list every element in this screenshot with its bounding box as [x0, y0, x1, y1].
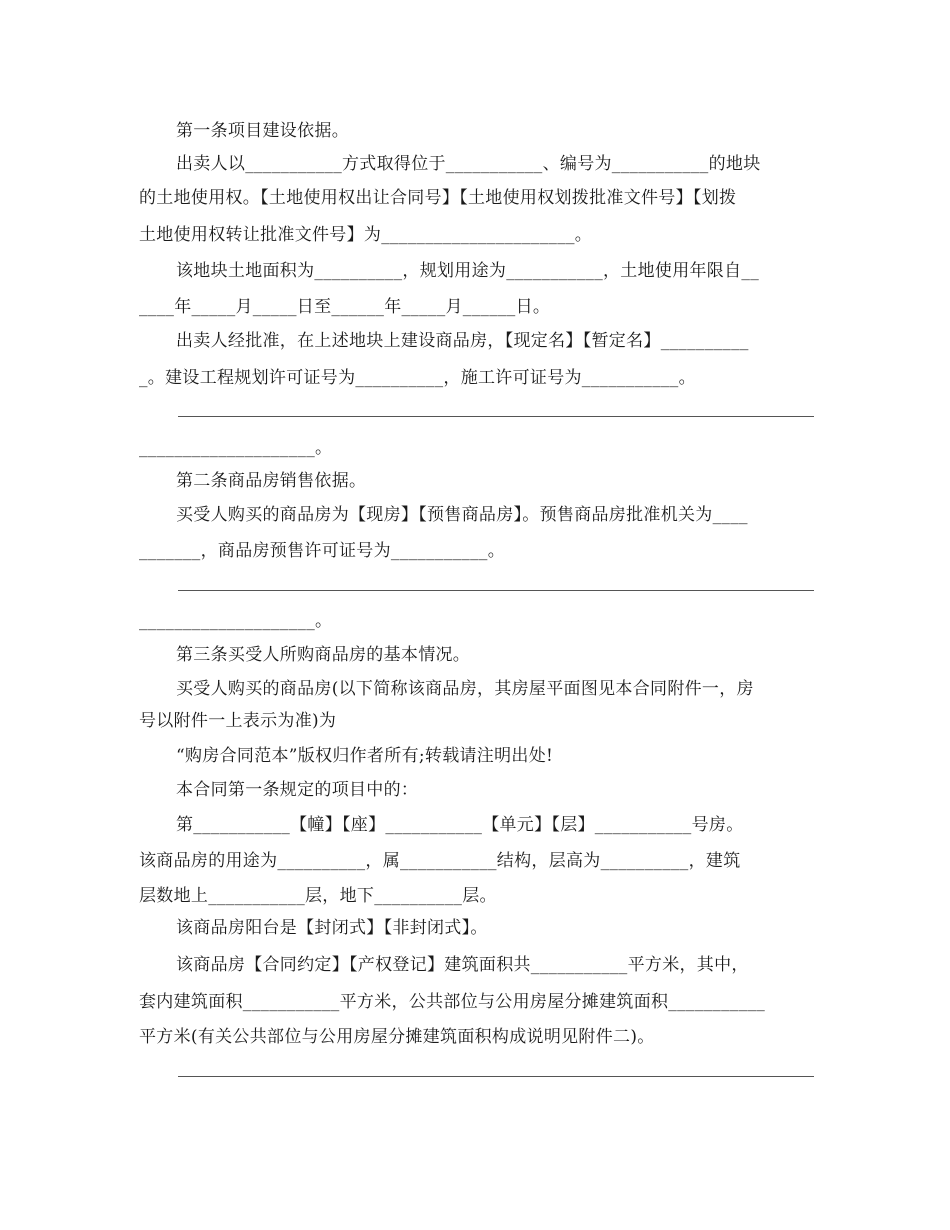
- article-3-heading: 第三条买受人所购商品房的基本情况。: [176, 645, 471, 665]
- paragraph-line: 号以附件一上表示为准)为: [139, 711, 337, 731]
- paragraph-line: 出卖人经批准，在上述地块上建设商品房，【现定名】【暂定名】__________: [176, 331, 749, 351]
- paragraph-line: ____________________。: [139, 611, 333, 631]
- paragraph-line: 出卖人以___________方式取得位于___________、编号为___________的地块: [176, 154, 761, 174]
- paragraph-line: 买受人购买的商品房(以下简称该商品房，其房屋平面图见本合同附件一，房: [176, 679, 754, 699]
- paragraph-line: 土地使用权转让批准文件号】为______________________。: [139, 225, 593, 245]
- article-1-heading: 第一条项目建设依据。: [176, 121, 349, 141]
- paragraph-line: ____年_____月_____日至______年_____月______日。: [139, 297, 551, 317]
- paragraph-line: 该商品房【合同约定】【产权登记】建筑面积共___________平方米，其中，: [176, 955, 749, 975]
- paragraph-line: 买受人购买的商品房为【现房】【预售商品房】。预售商品房批准机关为____: [176, 505, 748, 525]
- paragraph-line: 该地块土地面积为__________，规划用途为___________，土地使用年限自__: [176, 261, 759, 281]
- copyright-notice: “购房合同范本”版权归作者所有;转载请注明出处!: [176, 746, 554, 766]
- paragraph-line: 套内建筑面积___________平方米，公共部位与公用房屋分摊建筑面积___________: [139, 992, 766, 1012]
- blank-fill-rule: [178, 1076, 814, 1077]
- paragraph-line: 本合同第一条规定的项目中的：: [176, 780, 419, 800]
- paragraph-line: 第___________【幢】【座】___________【单元】【层】___________号房。: [176, 815, 744, 835]
- paragraph-line: ____________________。: [139, 438, 333, 458]
- paragraph-line: _______，商品房预售许可证号为___________。: [139, 541, 505, 561]
- paragraph-line: 该商品房的用途为__________，属___________结构，层高为__________，建筑: [139, 851, 741, 871]
- article-2-heading: 第二条商品房销售依据。: [176, 471, 367, 491]
- paragraph-line: 该商品房阳台是【封闭式】【非封闭式】。: [176, 918, 488, 938]
- paragraph-line: 层数地上___________层，地下__________层。: [139, 886, 497, 906]
- blank-fill-rule: [178, 416, 814, 417]
- paragraph-line: 平方米(有关公共部位与公用房屋分摊建筑面积构成说明见附件二)。: [139, 1027, 655, 1047]
- paragraph-line: _。建设工程规划许可证号为__________，施工许可证号为___________。: [139, 368, 696, 388]
- paragraph-line: 的土地使用权。【土地使用权出让合同号】【土地使用权划拨批准文件号】【划拨: [139, 188, 737, 208]
- blank-fill-rule: [178, 590, 814, 591]
